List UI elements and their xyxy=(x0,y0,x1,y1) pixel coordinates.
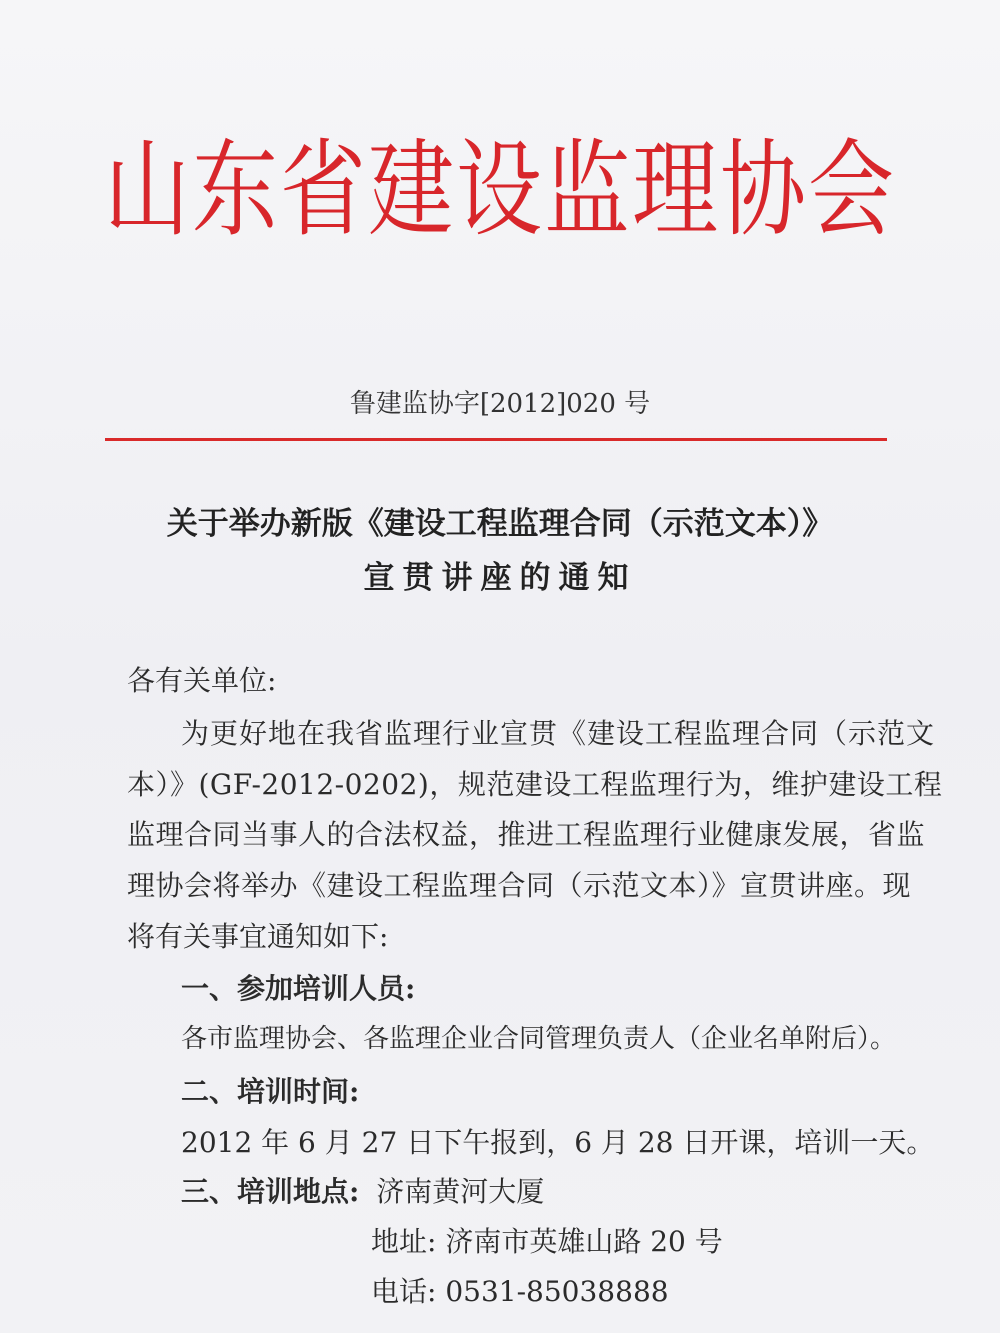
paragraph-line-2: 本）》(GF-2012-0202)，规范建设工程监理行为，维护建设工程 xyxy=(127,768,943,801)
section-1-text: 各市监理协会、各监理企业合同管理负责人（企业名单附后）。 xyxy=(181,1024,897,1054)
paragraph-line-4: 理协会将举办《建设工程监理合同（示范文本）》宣贯讲座。现 xyxy=(127,869,912,902)
document-number: 鲁建监协字[2012]020 号 xyxy=(349,389,651,419)
paragraph-line-1: 为更好地在我省监理行业宣贯《建设工程监理合同（示范文 xyxy=(181,717,936,750)
section-1-heading: 一、参加培训人员: xyxy=(181,972,416,1005)
section-2-text: 2012 年 6 月 27 日下午报到，6 月 28 日开课，培训一天。 xyxy=(181,1126,935,1159)
red-divider-line xyxy=(105,438,887,441)
paragraph-line-5: 将有关事宜通知如下: xyxy=(127,920,389,953)
venue-address: 地址: 济南市英雄山路 20 号 xyxy=(371,1225,723,1258)
section-3-row xyxy=(181,1170,544,1210)
section-2-heading: 二、培训时间: xyxy=(181,1075,360,1108)
section-3-heading: 三、培训地点: xyxy=(181,1175,360,1208)
section-3-venue: 济南黄河大厦 xyxy=(376,1175,545,1208)
org-letterhead-title: 山东省建设监理协会 xyxy=(104,129,896,252)
notice-title-line-1: 关于举办新版《建设工程监理合同（示范文本）》 xyxy=(166,506,834,542)
paragraph-line-3: 监理合同当事人的合法权益，推进工程监理行业健康发展，省监 xyxy=(127,818,926,851)
venue-phone: 电话: 0531-85038888 xyxy=(371,1275,669,1308)
salutation: 各有关单位: xyxy=(127,664,277,697)
notice-title-line-2: 宣贯讲座的通知 xyxy=(363,560,637,596)
